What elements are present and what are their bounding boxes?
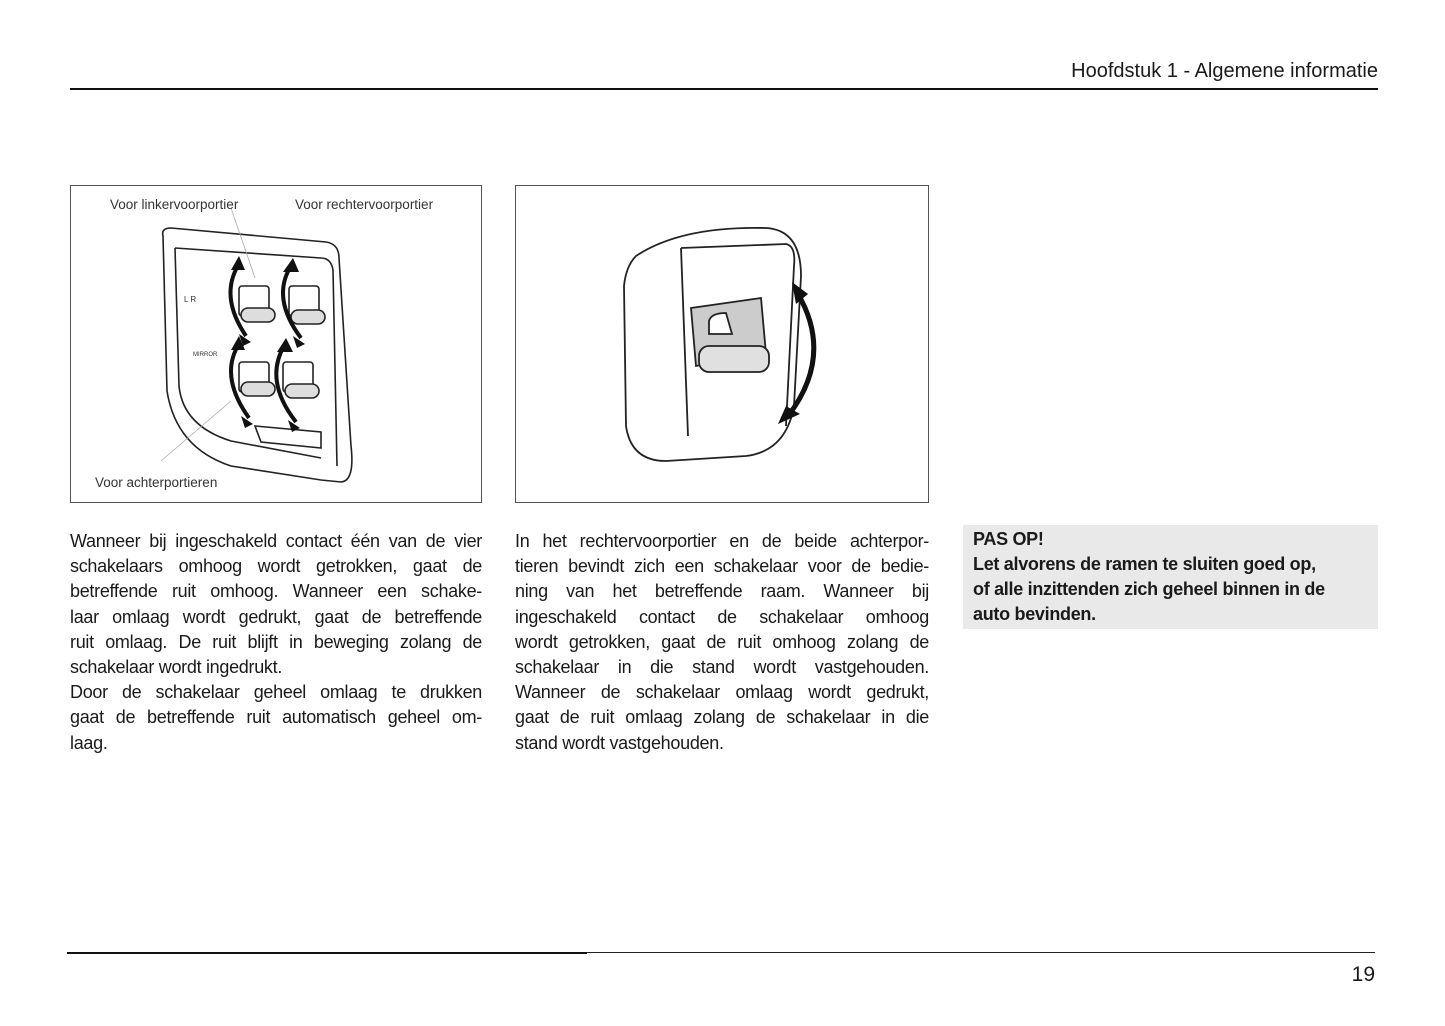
text-line: gaat de ruit omlaag zolang de schakelaar in die (515, 707, 929, 728)
chapter-title: Hoofdstuk 1 - Algemene informatie (1071, 60, 1378, 82)
text-line: Door de schakelaar geheel omlaag te drukken (70, 682, 482, 703)
text-line: laar omlaag wordt gedrukt, gaat de betreffende (70, 606, 482, 627)
label-right-front-door: Voor rechtervoorportier (295, 197, 434, 212)
text-line: Wanneer de schakelaar omlaag wordt gedrukt, (515, 682, 929, 703)
page-number: 19 (1351, 963, 1375, 986)
warning-title: PAS OP! (973, 529, 1044, 549)
lr-label: L R (184, 295, 197, 304)
mirror-label: MIRROR (193, 352, 218, 358)
label-rear-doors: Voor achterportieren (95, 475, 218, 490)
text-line: wordt getrokken, gaat de ruit omhoog zolang de (515, 631, 929, 652)
text-line: schakelaar wordt ingedrukt. (70, 657, 283, 678)
text-line: ning van het betreffende raam. Wanneer bij (515, 581, 929, 602)
footer-rule-accent (67, 952, 587, 954)
text-line: In het rechtervoorportier en de beide achterpor- (515, 531, 929, 551)
text-line: stand wordt vastgehouden. (515, 732, 724, 753)
warning-line: auto bevinden. (973, 604, 1096, 624)
label-left-front-door: Voor linkervoorportier (110, 197, 239, 212)
text-line: schakelaars omhoog wordt getrokken, gaat de (70, 556, 482, 577)
text-line: ingeschakeld contact de schakelaar omhoog (515, 606, 929, 627)
figure-passenger-window-switch (515, 185, 929, 503)
warning-box (963, 525, 1378, 629)
header-rule (70, 88, 1378, 90)
figure-driver-window-switches (70, 185, 482, 503)
text-line: betreffende ruit omhoog. Wanneer een schake- (70, 581, 482, 602)
warning-line: Let alvorens de ramen te sluiten goed op, (973, 554, 1316, 574)
text-line: tieren bevindt zich een schakelaar voor de bedie- (515, 556, 929, 577)
text-line: schakelaar in die stand wordt vastgehouden. (515, 657, 929, 678)
body-text-column-1 (70, 529, 482, 756)
text-line: gaat de betreffende ruit automatisch geheel om- (70, 707, 482, 728)
text-line: Wanneer bij ingeschakeld contact één van de vier (70, 531, 482, 551)
text-line: ruit omlaag. De ruit blijft in beweging zolang de (70, 631, 482, 652)
body-text-column-2 (515, 529, 929, 756)
switch-panel-illustration (71, 186, 481, 502)
text-line: laag. (70, 732, 108, 753)
single-switch-illustration (516, 186, 928, 502)
warning-line: of alle inzittenden zich geheel binnen in de (973, 579, 1325, 599)
